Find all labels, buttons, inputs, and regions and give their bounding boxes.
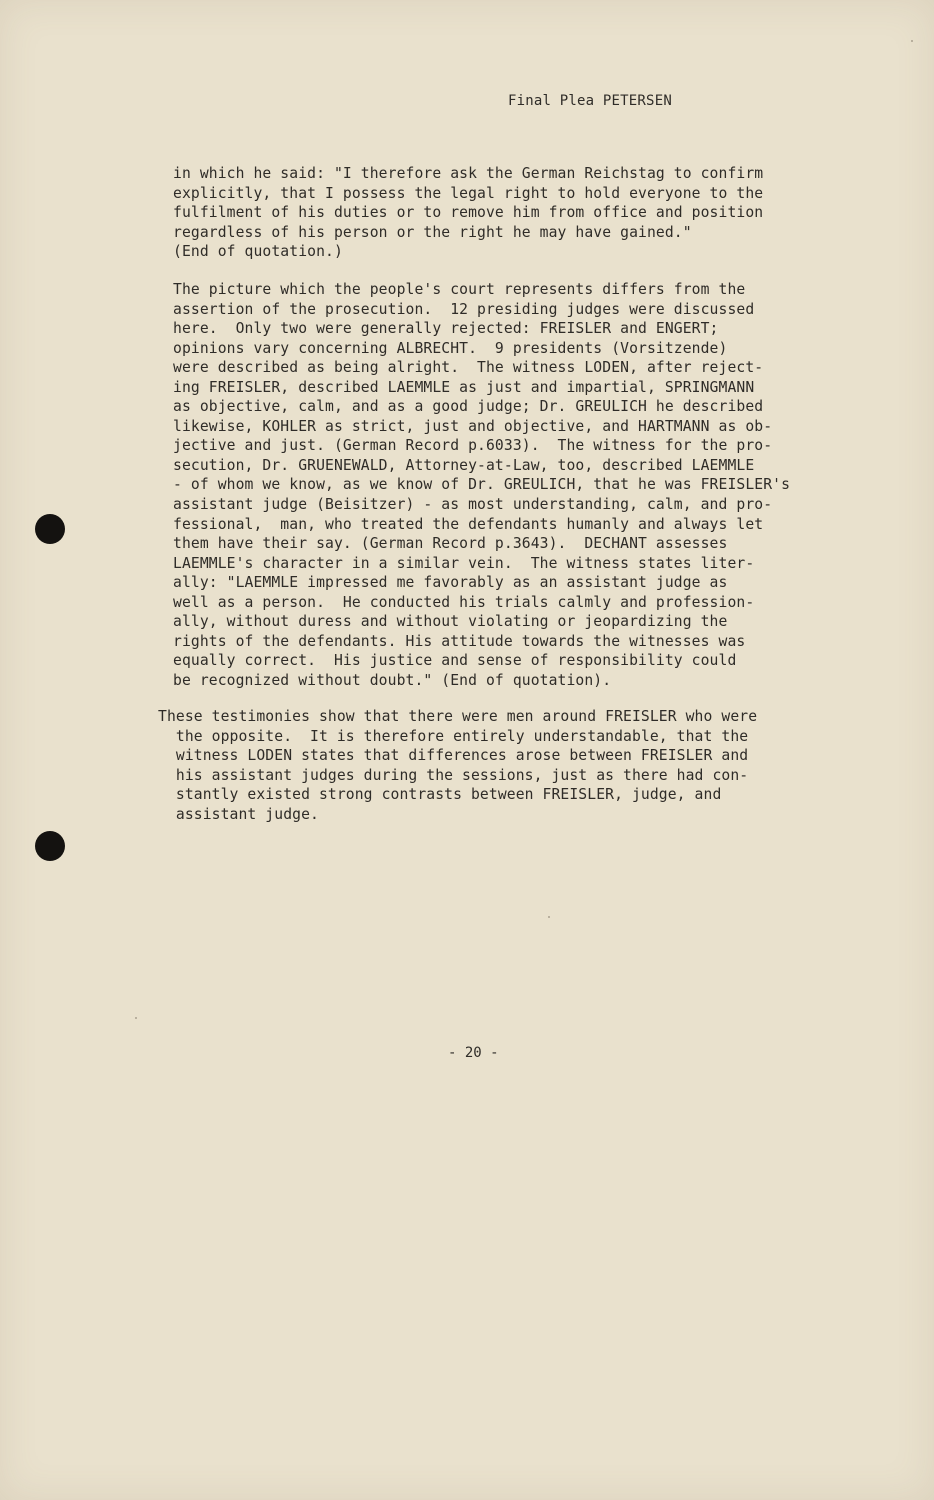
paragraph-quotation: in which he said: "I therefore ask the German Reichstag to confirm explicitly, that I possess the legal right to hold everyone to the fulfilment of his duties or to remove him from office and position regardless of his person or the right he may have gained." (End of quotation.) <box>173 165 764 261</box>
paragraph-testimonies: These testimonies show that there were men around FREISLER who were the opposite. It is therefore entirely understandable, that the witness LODEN states that differences arose between FREISLER and his assistant judges during the sessions, just as there had con- stantly existed strong contrasts between FREISLER, judge, and assistant judge. <box>158 708 758 823</box>
punch-hole <box>35 514 65 544</box>
document-header: Final Plea PETERSEN <box>508 93 672 109</box>
paragraph-court-picture: The picture which the people's court represents differs from the assertion of the prosecution. 12 presiding judges were discussed here. Only two were generally rejected: FREISLER and ENGERT; opinions vary concerning ALBRECHT. 9 presidents (Vorsitzende) were described as being alright. The witness LODEN, after reject- ing FREISLER, described LAEMMLE as just and impartial, SPRINGMANN as objective, calm, and as a good judge; Dr. GREULICH he described likewise, KOHLER as strict, just and objective, and HARTMANN as ob- jective and just. (German Record p.6033). The witness for the pro- secution, Dr. GRUENEWALD, Attorney-at-Law, too, described LAEMMLE - of whom we know, as we know of Dr. GREULICH, that he was FREISLER's assistant judge (Beisitzer) - as most understanding, calm, and pro- fessional, man, who treated the defendants humanly and always let them have their say. (German Record p.3643). DECHANT assesses LAEMMLE's character in a similar vein. The witness states liter- ally: "LAEMMLE impressed me favorably as an assistant judge as well as a person. He conducted his trials calmly and profession- ally, without duress and without violating or jeopardizing the rights of the defendants. His attitude towards the witnesses was equally correct. His justice and sense of responsibility could be recognized without doubt." (End of quotation). <box>173 281 791 689</box>
punch-hole <box>35 831 65 861</box>
paper-speck <box>548 916 550 918</box>
page-number: - 20 - <box>448 1045 499 1061</box>
paper-speck <box>911 40 913 42</box>
paper-speck <box>135 1017 137 1019</box>
